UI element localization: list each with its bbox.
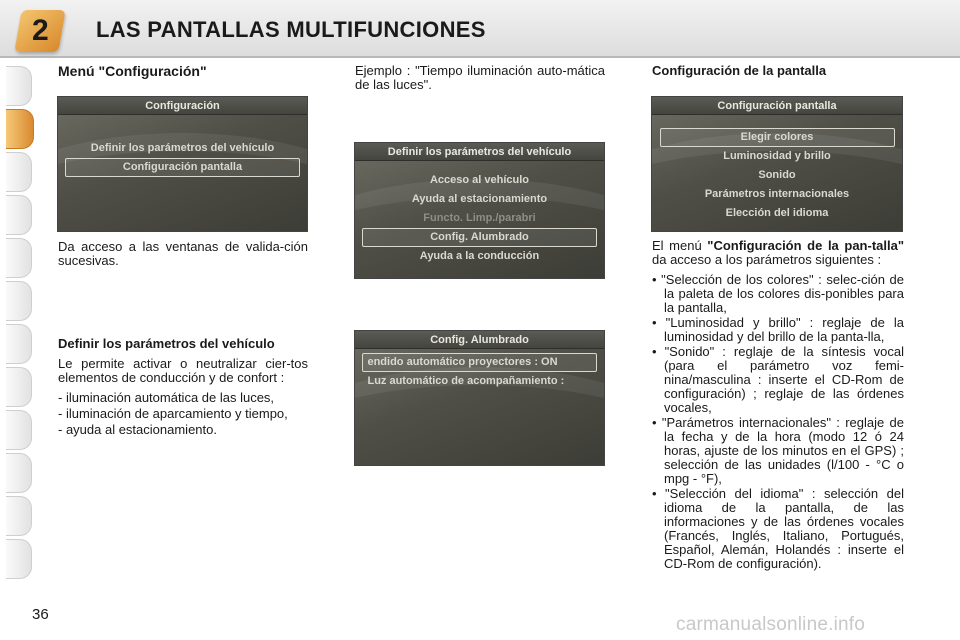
watermark: carmanualsonline.info: [676, 614, 866, 635]
chapter-tab-2-active[interactable]: [6, 109, 34, 149]
chapter-tab-6[interactable]: [6, 281, 32, 321]
menu-item-luz-acompanamiento[interactable]: Luz automático de acompañamiento :: [367, 375, 565, 387]
intro-prefix: El menú: [652, 238, 708, 253]
parameter-list: [652, 273, 904, 571]
list-item: - iluminación automática de las luces,: [58, 390, 275, 405]
screen-configuracion: [57, 96, 308, 232]
chapter-number: 2: [31, 14, 49, 47]
chapter-tab-12[interactable]: [6, 539, 32, 579]
chapter-tab-1[interactable]: [6, 66, 32, 106]
intro-paragraph: [652, 239, 904, 267]
menu-item-parametros-internacionales[interactable]: Parámetros internacionales: [704, 188, 850, 200]
chapter-tab-7[interactable]: [6, 324, 32, 364]
chapter-tab-9[interactable]: [6, 410, 32, 450]
page-number: 36: [32, 606, 49, 623]
list-item: • "Selección del idioma" : selección del idioma de la pantalla, de las informaciones y de las órdenes vocales (Francés, Inglés, Italiano, Portugués, Español, Alemán, Holandés : inserte el CD-Rom de configuración).: [652, 486, 904, 571]
section-definir-parametros: [58, 337, 308, 439]
menu-item-acceso-vehiculo[interactable]: Acceso al vehículo: [429, 174, 530, 186]
menu-item-encendido-automatico[interactable]: endido automático proyectores : ON: [362, 353, 596, 372]
list-item: • "Luminosidad y brillo" : reglaje de la luminosidad y del brillo de la panta-lla,: [652, 315, 904, 344]
menu-item-configuracion-pantalla[interactable]: Configuración pantalla: [65, 158, 299, 177]
section-heading-definir: Definir los parámetros del vehículo: [58, 336, 275, 351]
chapter-tab-11[interactable]: [6, 496, 32, 536]
page-title: LAS PANTALLAS MULTIFUNCIONES: [96, 17, 486, 42]
menu-item-definir-parametros[interactable]: Definir los parámetros del vehículo: [90, 142, 275, 154]
intro-suffix: da acceso a los parámetros siguientes :: [652, 252, 882, 267]
screen-title: Configuración: [58, 97, 307, 115]
chapter-tab-5[interactable]: [6, 238, 32, 278]
section-heading-config-pantalla: Configuración de la pantalla: [652, 63, 827, 78]
list-item: - iluminación de aparcamiento y tiempo,: [58, 406, 288, 421]
menu-item-sonido[interactable]: Sonido: [758, 169, 796, 181]
screen-config-pantalla: [651, 96, 903, 232]
header-divider: [0, 56, 960, 58]
chapter-tab-8[interactable]: [6, 367, 32, 407]
chapter-badge: [14, 10, 65, 52]
screen-config-alumbrado: [354, 330, 605, 466]
example-caption: Ejemplo : "Tiempo iluminación auto-mática de las luces".: [355, 63, 605, 92]
feature-list: [58, 391, 308, 437]
list-item: • "Parámetros internacionales" : reglaje de la fecha y de la hora (modo 12 ó 24 horas, ajuste de los minutos en el GPS) ; selección de las unidades (l/100 - °C o mpg - °F),: [652, 415, 904, 486]
intro-bold: "Configuración de la pan-talla": [707, 238, 905, 253]
list-item: • "Sonido" : reglaje de la síntesis vocal (para el parámetro voz femi-nina/masculina : inserte el CD-Rom de configuración) ; reglaje de las órdenes vocales,: [652, 344, 904, 415]
chapter-tab-10[interactable]: [6, 453, 32, 493]
menu-item-ayuda-estacionamiento[interactable]: Ayuda al estacionamiento: [411, 193, 548, 205]
chapter-tabs: [6, 66, 36, 582]
screen-definir-parametros: [354, 142, 605, 279]
menu-item-eleccion-idioma[interactable]: Elección del idioma: [725, 207, 829, 219]
menu-item-ayuda-conduccion[interactable]: Ayuda a la conducción: [419, 250, 540, 262]
section-heading-configuracion: Menú "Configuración": [58, 63, 207, 79]
chapter-tab-3[interactable]: [6, 152, 32, 192]
menu-item-luminosidad[interactable]: Luminosidad y brillo: [723, 150, 831, 162]
screen-title: Config. Alumbrado: [355, 331, 604, 349]
screen-title: Configuración pantalla: [652, 97, 902, 115]
list-item: - ayuda al estacionamiento.: [58, 422, 217, 437]
list-item: • "Selección de los colores" : selec-ción de la paleta de los colores dis-ponibles para la pantalla,: [652, 272, 904, 315]
section-intro: Le permite activar o neutralizar cier-tos elementos de conducción y de confort :: [58, 356, 308, 385]
caption-configuracion: Da acceso a las ventanas de valida-ción sucesivas.: [58, 239, 308, 268]
screen-title: Definir los parámetros del vehículo: [355, 143, 604, 161]
chapter-tab-4[interactable]: [6, 195, 32, 235]
section-config-pantalla-text: [652, 239, 904, 572]
menu-item-elegir-colores[interactable]: Elegir colores: [660, 128, 895, 147]
menu-item-config-alumbrado[interactable]: Config. Alumbrado: [362, 228, 596, 247]
menu-item-functo-limp[interactable]: Functo. Limp./parabri: [423, 212, 536, 224]
